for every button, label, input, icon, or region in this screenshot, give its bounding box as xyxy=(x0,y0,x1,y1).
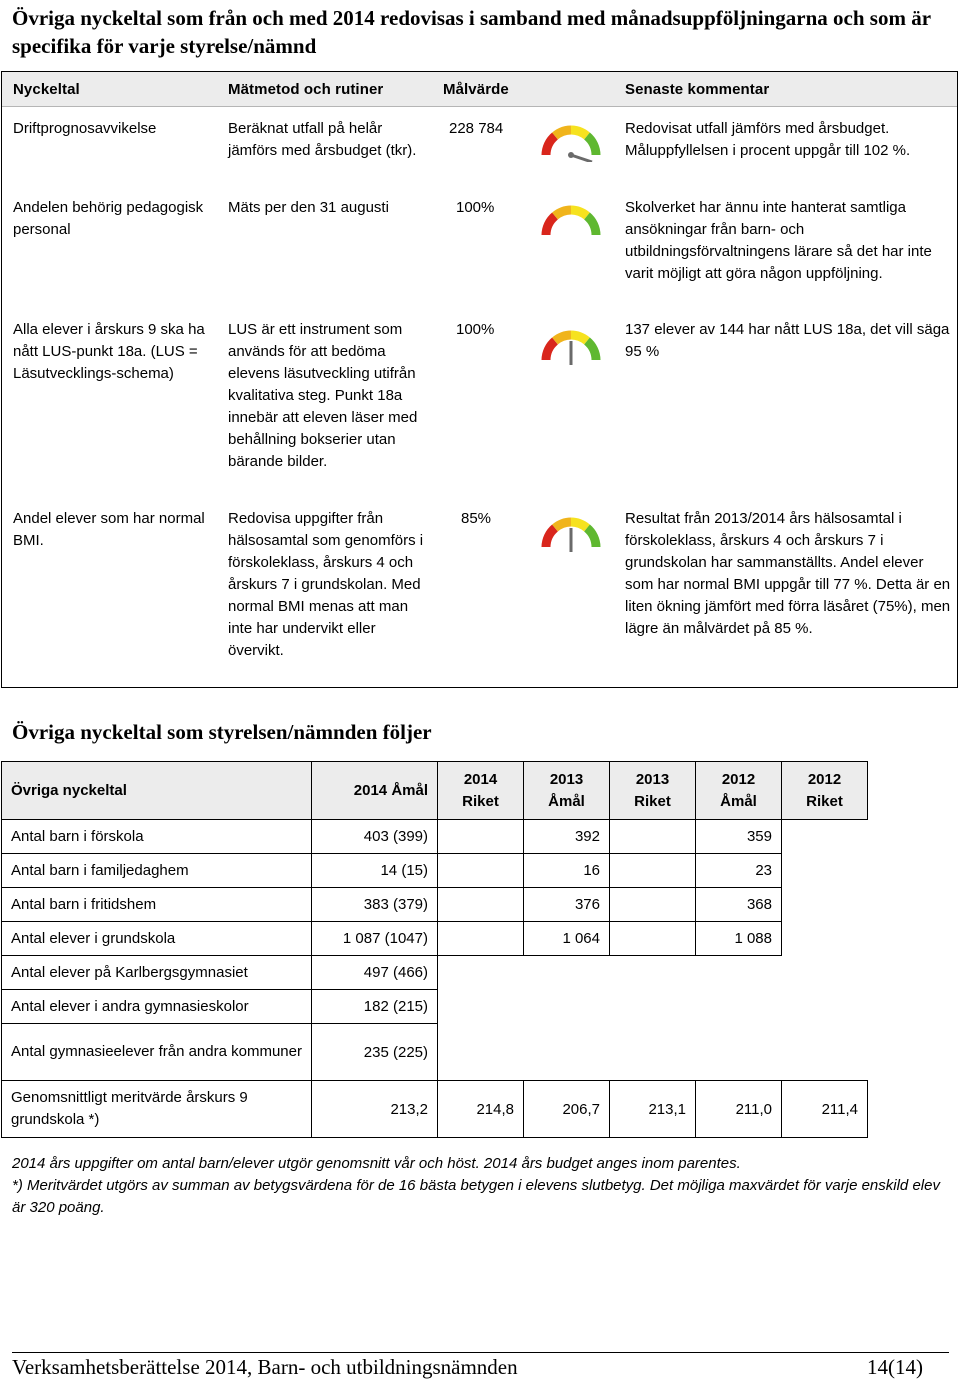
row3-kommentar: 137 elever av 144 har nått LUS 18a, det vill säga 95 % xyxy=(625,321,950,360)
header-2013-riket: 2013 Riket xyxy=(610,762,696,820)
row4-matmetod: Redovisa uppgifter från hälsosamtal som genomförs i förskoleklass, årskurs 4 och årskurs 7 i grundskolan. Med normal BMI menas att man inte har undervikt eller övervikt. xyxy=(228,510,424,659)
table-row xyxy=(2,1081,868,1138)
row-label: Genomsnittligt meritvärde årskurs 9 grundskola *) xyxy=(2,1081,312,1138)
gauge-icon xyxy=(540,204,602,242)
cell-2012-riket: 211,4 xyxy=(782,1081,868,1138)
row3-nyckeltal: Alla elever i årskurs 9 ska ha nått LUS-punkt 18a. (LUS = Läsutvecklings-schema) xyxy=(13,321,205,382)
table-row xyxy=(2,990,868,1024)
table-header xyxy=(2,72,957,107)
cell-2014-riket xyxy=(438,888,524,922)
cell-2014-amal: 497 (466) xyxy=(312,956,438,990)
header-2012-riket: 2012 Riket xyxy=(782,762,868,820)
row1-kommentar: Redovisat utfall jämförs med årsbudget. Måluppfyllelsen i procent uppgår till 102 %. xyxy=(625,120,911,159)
gauge-icon xyxy=(540,124,602,162)
nyckeltal-table xyxy=(1,71,958,688)
cell-empty xyxy=(438,1024,868,1081)
row4-malvarde: 85% xyxy=(461,510,492,527)
row2-matmetod: Mäts per den 31 augusti xyxy=(228,199,389,216)
row3-malvarde: 100% xyxy=(456,321,495,338)
table-row xyxy=(2,820,868,854)
cell-2014-amal: 1 087 (1047) xyxy=(312,922,438,956)
cell-2012-amal: 211,0 xyxy=(696,1081,782,1138)
cell-2013-amal: 392 xyxy=(524,820,610,854)
row-label: Antal barn i förskola xyxy=(2,820,312,854)
page-number: 14(14) xyxy=(867,1355,923,1379)
ovriga-nyckeltal-table xyxy=(1,761,868,1138)
row2-kommentar: Skolverket har ännu inte hanterat samtliga ansökningar från barn- och utbildningsförvaltningens lärare så det har inte varit möjligt att göra någon uppföljning. xyxy=(625,199,932,282)
row-label: Antal gymnasieelever från andra kommuner xyxy=(2,1024,312,1081)
table-row xyxy=(2,922,868,956)
header-malvarde: Målvärde xyxy=(443,81,509,98)
footnote: *) Meritvärdet utgörs av summan av betygsvärdena för de 16 bästa betygen i elevens slutbetyg. Det möjliga maxvärdet för varje enskild elev är 320 poäng. xyxy=(12,1177,940,1216)
row-label: Antal elever i grundskola xyxy=(2,922,312,956)
row2-nyckeltal: Andelen behörig pedagogisk personal xyxy=(13,199,204,238)
cell-2013-amal: 16 xyxy=(524,854,610,888)
header-nyckeltal: Nyckeltal xyxy=(13,81,80,98)
cell-2014-riket: 214,8 xyxy=(438,1081,524,1138)
cell-2014-riket xyxy=(438,820,524,854)
row2-malvarde: 100% xyxy=(456,199,495,216)
footnote: 2014 års uppgifter om antal barn/elever utgör genomsnitt vår och höst. 2014 års budget anges inom parentes. xyxy=(12,1155,741,1172)
cell-empty xyxy=(782,888,868,922)
cell-2013-riket xyxy=(610,922,696,956)
table-row xyxy=(2,1024,868,1081)
table-row xyxy=(2,956,868,990)
cell-2014-amal: 14 (15) xyxy=(312,854,438,888)
row1-nyckeltal: Driftprognosavvikelse xyxy=(13,120,157,137)
header-2014-riket: 2014 Riket xyxy=(438,762,524,820)
page-footer xyxy=(12,1352,949,1381)
cell-2013-amal: 1 064 xyxy=(524,922,610,956)
cell-2012-amal: 359 xyxy=(696,820,782,854)
header-matmetod: Mätmetod och rutiner xyxy=(228,81,384,98)
cell-2014-riket xyxy=(438,854,524,888)
header-2014-amal: 2014 Åmål xyxy=(312,762,438,820)
header-kommentar: Senaste kommentar xyxy=(625,81,770,98)
gauge-icon xyxy=(540,329,602,367)
table-header xyxy=(2,762,868,820)
cell-empty xyxy=(438,990,868,1024)
cell-2013-amal: 376 xyxy=(524,888,610,922)
table-row xyxy=(2,854,868,888)
cell-2014-amal: 235 (225) xyxy=(312,1024,438,1081)
row-label: Antal barn i fritidshem xyxy=(2,888,312,922)
header-2012-amal: 2012 Åmål xyxy=(696,762,782,820)
cell-empty xyxy=(782,922,868,956)
header-2013-amal: 2013 Åmål xyxy=(524,762,610,820)
cell-2013-riket xyxy=(610,820,696,854)
cell-2014-amal: 403 (399) xyxy=(312,820,438,854)
cell-empty xyxy=(438,956,868,990)
page-heading: Övriga nyckeltal som från och med 2014 redovisas i samband med månadsuppföljningarna och som är specifika för varje styrelse/nämnd xyxy=(12,6,931,58)
cell-2014-amal: 383 (379) xyxy=(312,888,438,922)
row1-malvarde: 228 784 xyxy=(449,120,504,137)
cell-2012-amal: 368 xyxy=(696,888,782,922)
cell-2014-amal: 213,2 xyxy=(312,1081,438,1138)
header-ovriga-nyckeltal: Övriga nyckeltal xyxy=(2,762,312,820)
section-heading: Övriga nyckeltal som styrelsen/nämnden följer xyxy=(12,720,432,744)
cell-2012-amal: 23 xyxy=(696,854,782,888)
cell-2013-riket xyxy=(610,888,696,922)
cell-2014-amal: 182 (215) xyxy=(312,990,438,1024)
footer-title: Verksamhetsberättelse 2014, Barn- och utbildningsnämnden xyxy=(12,1355,518,1379)
gauge-icon xyxy=(540,516,602,554)
row1-matmetod: Beräknat utfall på helår jämförs med årsbudget (tkr). xyxy=(228,120,417,159)
cell-2013-amal: 206,7 xyxy=(524,1081,610,1138)
row-label: Antal barn i familjedaghem xyxy=(2,854,312,888)
row4-nyckeltal: Andel elever som har normal BMI. xyxy=(13,510,205,549)
cell-2012-amal: 1 088 xyxy=(696,922,782,956)
row-label: Antal elever i andra gymnasieskolor xyxy=(2,990,312,1024)
cell-2013-riket xyxy=(610,854,696,888)
cell-empty xyxy=(782,854,868,888)
cell-2013-riket: 213,1 xyxy=(610,1081,696,1138)
cell-empty xyxy=(782,820,868,854)
row4-kommentar: Resultat från 2013/2014 års hälsosamtal i förskoleklass, årskurs 4 och årskurs 7 i grundskolan har sammanställts. Andel elever som har normal BMI uppgår till 77 %. Detta är en liten ökning jämfört med förra läsåret (75%), men lägre än målvärdet på 85 %. xyxy=(625,510,951,637)
table-row xyxy=(2,888,868,922)
cell-2014-riket xyxy=(438,922,524,956)
row3-matmetod: LUS är ett instrument som används för att bedöma elevens läsutveckling utifrån kvalitativa steg. Punkt 18a innebär att eleven läser med behållning bokserier utan bärande bilder. xyxy=(228,321,418,470)
row-label: Antal elever på Karlbergsgymnasiet xyxy=(2,956,312,990)
